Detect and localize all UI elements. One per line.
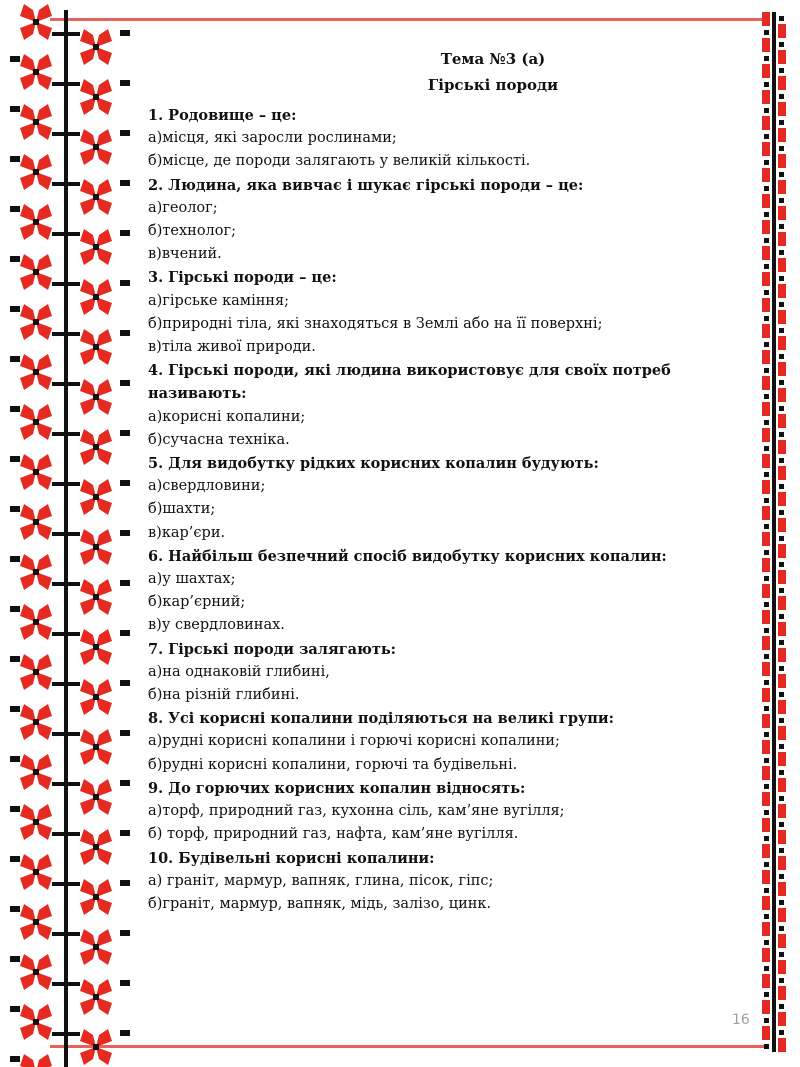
answer-option: а) граніт, мармур, вапняк, глина, пісок, гіпс; [148,872,494,889]
answer-option: а)гірське каміння; [148,292,290,309]
answer-option: в)кар’єри. [148,524,226,541]
answer-option: б)технолог; [148,223,236,240]
question-text: 9. До горючих корисних копалин відносять: [148,779,526,797]
quiz-question-block [148,104,748,174]
answer-option: а)рудні корисні копалини і горючі корисні копалини; [148,733,560,750]
answer-option: б)сучасна техніка. [148,431,290,448]
quiz-question-block [148,707,748,777]
answer-option: а)на однаковій глибині, [148,663,330,680]
answer-option: а)у шахтах; [148,571,236,588]
answer-option: а)місця, які заросли рослинами; [148,130,397,147]
question-text: 4. Гірські породи, які людина використовує для своїх потреб називають: [148,362,671,403]
embroidery-border-right [762,12,786,1052]
quiz-question-block [148,777,748,847]
embroidery-ornament-left [0,0,136,1067]
quiz-list [148,104,748,916]
question-text: 5. Для видобутку рідких корисних копалин будують: [148,455,599,473]
answer-option: б)граніт, мармур, вапняк, мідь, залізо, цинк. [148,895,492,912]
question-text: 8. Усі корисні копалини поділяються на великі групи: [148,710,614,728]
quiz-question-block [148,452,748,545]
question-text: 10. Будівельні корисні копалини: [148,849,435,867]
quiz-question-block [148,545,748,638]
document-content [148,46,748,916]
answer-option: б)шахти; [148,501,216,518]
answer-option: б)рудні корисні копалини, горючі та будівельні. [148,756,518,773]
answer-option: б)на різній глибині. [148,687,300,704]
quiz-question-block [148,847,748,917]
quiz-question-block [148,638,748,708]
answer-option: а)торф, природний газ, кухонна сіль, кам’яне вугілля; [148,803,565,820]
answer-option: а)геолог; [148,199,218,216]
quiz-question-block [148,359,748,452]
answer-option: а)свердловини; [148,478,266,495]
answer-option: б)природні тіла, які знаходяться в Землі або на її поверхні; [148,315,603,332]
answer-option: б) торф, природний газ, нафта, кам’яне вугілля. [148,826,519,843]
answer-option: б)місце, де породи залягають у великій кількості. [148,153,531,170]
answer-option: в)у свердловинах. [148,617,285,634]
title-topic: Тема №3 (а) [440,50,546,68]
question-text: 1. Родовище – це: [148,107,297,124]
question-text: 6. Найбільш безпечний спосіб видобутку корисних копалин: [148,547,667,565]
quiz-question-block [148,174,748,267]
document-title [238,46,748,98]
question-text: 2. Людина, яка вивчає і шукає гірські породи – це: [148,176,584,194]
title-subject: Гірські породи [427,76,559,94]
question-text: 3. Гірські породи – це: [148,269,337,287]
answer-option: а)корисні копалини; [148,408,306,425]
answer-option: в)вчений. [148,246,222,263]
answer-option: в)тіла живої природи. [148,339,316,356]
question-text: 7. Гірські породи залягають: [148,640,397,658]
answer-option: б)кар’єрний; [148,594,246,611]
page-number: 16 [732,1012,750,1028]
quiz-question-block [148,266,748,359]
